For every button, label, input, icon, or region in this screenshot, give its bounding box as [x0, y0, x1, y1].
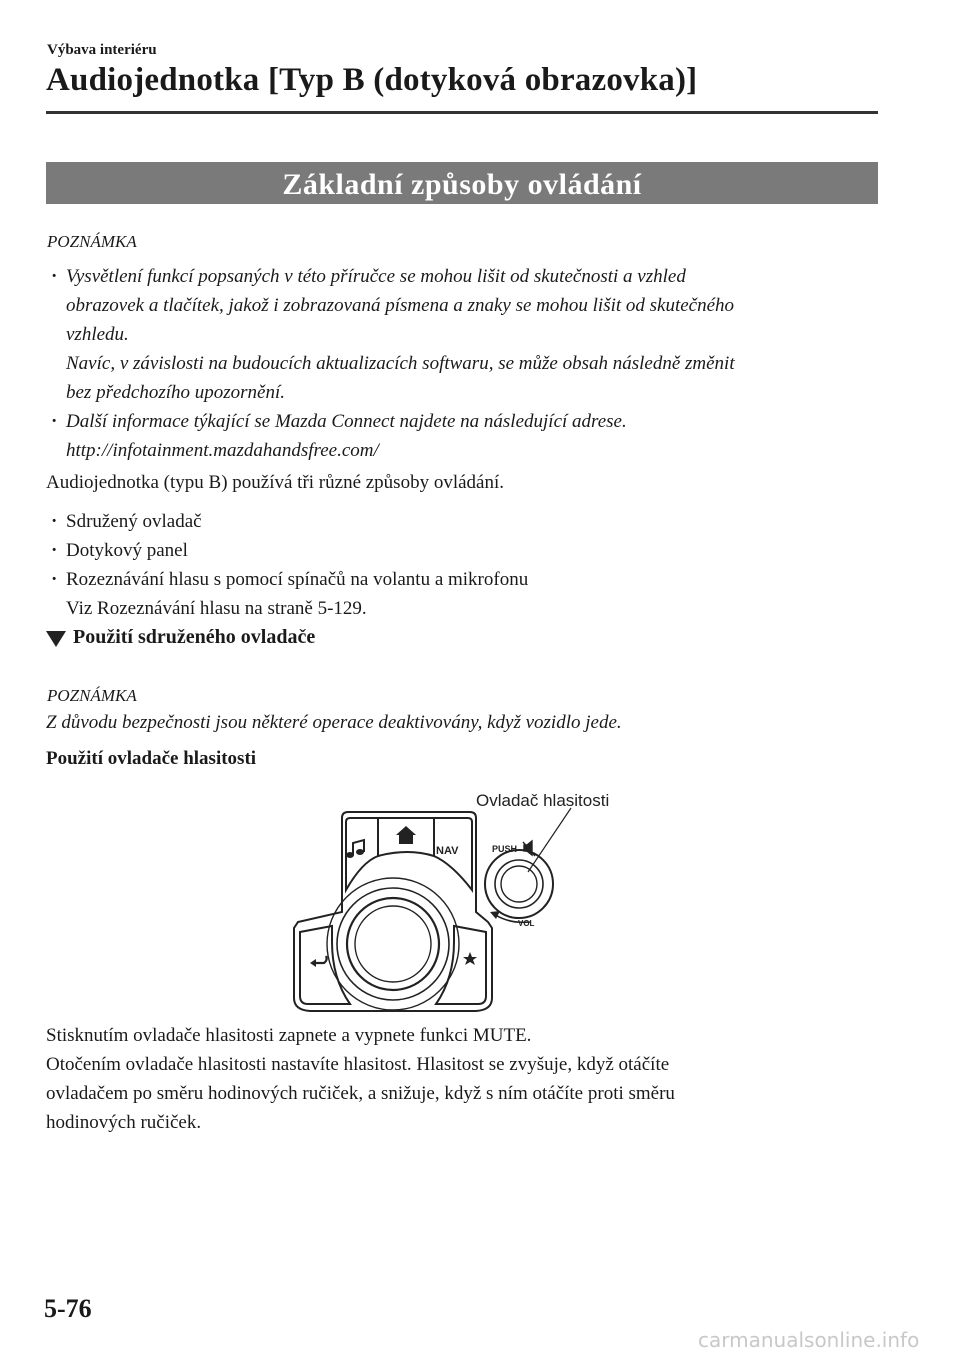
note-list: [47, 262, 877, 465]
method-label: · Rozeznávání hlasu s pomocí spínačů na volantu a mikrofonu: [66, 569, 529, 590]
page-title: Audiojednotka [Typ B (dotyková obrazovka)]: [46, 62, 698, 98]
page-number: 5-76: [44, 1294, 92, 1323]
list-item: [47, 507, 877, 536]
watermark: carmanualsonline.info: [698, 1328, 920, 1352]
back-icon: [310, 956, 327, 967]
note-line: Navíc, v závislosti na budoucích aktualizacích softwaru, se může obsah následně změnit: [66, 353, 735, 374]
list-item: [47, 565, 877, 623]
description-paragraph: [46, 1021, 876, 1137]
methods-list: [47, 507, 877, 623]
section-heading-text: Použití sdruženého ovladače: [73, 626, 316, 648]
section-heading: [46, 626, 315, 649]
mute-icon: [523, 841, 535, 856]
home-icon: [396, 826, 416, 844]
commander-figure: [280, 782, 640, 1022]
note-text: Z důvodu bezpečnosti jsou některé operace deaktivovány, když vozidlo jede.: [46, 712, 622, 733]
note-item: [47, 407, 877, 465]
note-label: POZNÁMKA: [47, 686, 137, 705]
note-line: · Další informace týkající se Mazda Connect najdete na následující adrese.: [66, 411, 627, 432]
music-note-icon: [346, 840, 364, 858]
note-item: [47, 262, 877, 407]
note-line: bez předchozího upozornění.: [66, 382, 286, 403]
method-reference: Viz Rozeznávání hlasu na straně 5-129.: [66, 598, 367, 619]
method-label: · Sdružený ovladač: [66, 511, 202, 532]
note-line: · Vysvětlení funkcí popsaných v této příručce se mohou lišit od skutečnosti a vzhled: [66, 266, 686, 287]
paragraph-line: Otočením ovladače hlasitosti nastavíte hlasitost. Hlasitost se zvyšuje, když otáčíte: [46, 1054, 670, 1075]
volume-callout-label: Ovladač hlasitosti: [476, 791, 610, 810]
paragraph-line: hodinových ručiček.: [46, 1112, 202, 1133]
method-label: · Dotykový panel: [66, 540, 188, 561]
header-divider: [46, 111, 878, 114]
commander-illustration: [280, 782, 640, 1022]
rotate-arrow-icon: [490, 911, 500, 919]
note-line: vzhledu.: [66, 324, 129, 345]
vol-label: VOL: [518, 919, 535, 928]
paragraph-line: Stisknutím ovladače hlasitosti zapnete a vypnete funkci MUTE.: [46, 1025, 532, 1046]
nav-label: NAV: [436, 845, 459, 857]
list-item: [47, 536, 877, 565]
section-banner: Základní způsoby ovládání: [46, 162, 878, 204]
paragraph-line: ovladačem po směru hodinových ručiček, a snižuje, když s ním otáčíte proti směru: [46, 1083, 675, 1104]
intro-text: Audiojednotka (typu B) používá tři různé způsoby ovládání.: [46, 472, 505, 493]
push-label: PUSH: [492, 844, 518, 854]
note-url[interactable]: http://infotainment.mazdahandsfree.com/: [66, 440, 379, 461]
subheading: Použití ovladače hlasitosti: [46, 748, 257, 769]
note-label: POZNÁMKA: [47, 232, 137, 251]
note-line: obrazovek a tlačítek, jakož i zobrazovaná písmena a znaky se mohou lišit od skutečného: [66, 295, 735, 316]
section-label: Výbava interiéru: [47, 42, 157, 58]
triangle-marker-icon: [46, 631, 66, 647]
favorite-star-icon: [463, 952, 477, 965]
